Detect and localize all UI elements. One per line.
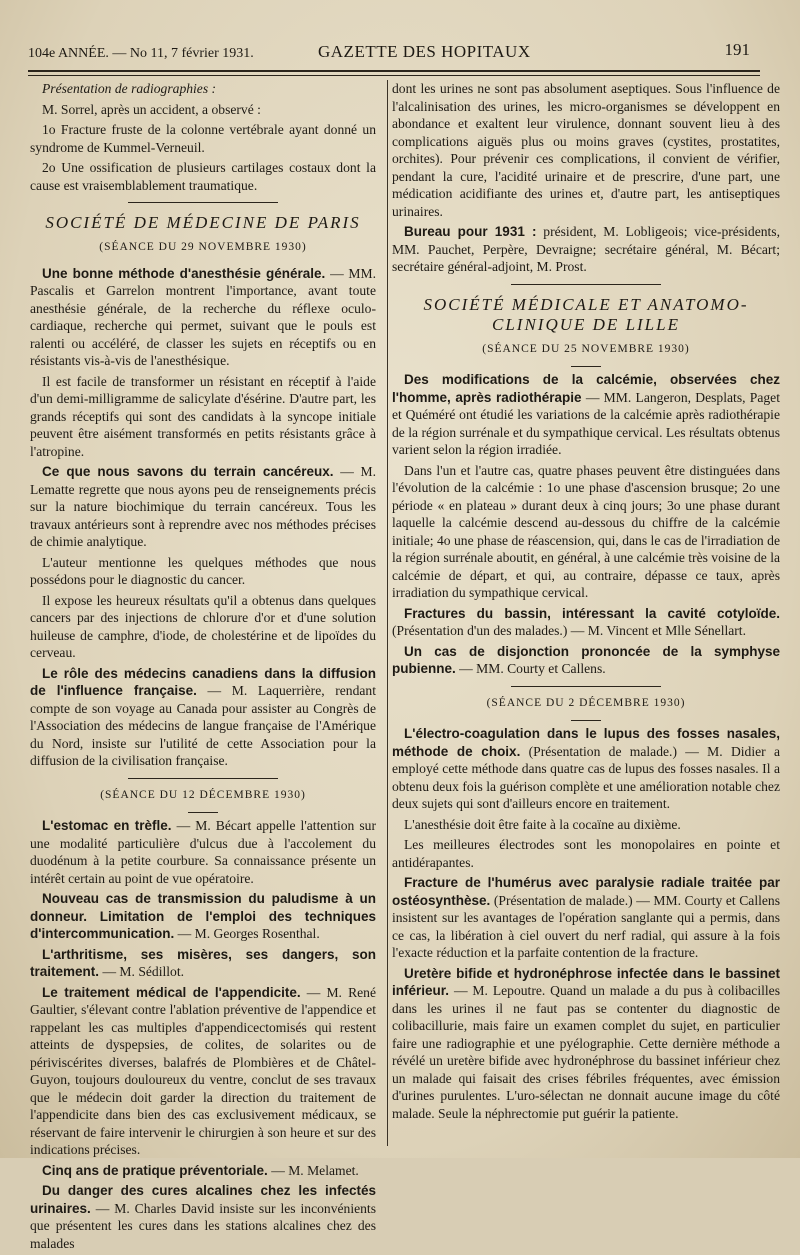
article (392, 605, 780, 640)
article-title: Un cas de disjonction prononcée de la symphyse pubienne. (392, 643, 780, 676)
article-title: Le rôle des médecins canadiens dans la diffusion de l'influence française. (30, 665, 376, 698)
article (392, 643, 780, 678)
article-title: Cinq ans de pratique préventoriale. (42, 1162, 268, 1178)
article-text: — M. Bécart appelle l'attention sur une modalité particulière d'ulcus due à l'accolement du duodénum à la petite courbure. Sa connaissance présente un intérêt certain au point de vue opératoire. (30, 818, 376, 886)
article (30, 265, 376, 370)
session-date: (SÉANCE DU 25 NOVEMBRE 1930) (482, 342, 690, 355)
header-rule-thin (28, 75, 760, 76)
header-rule (28, 70, 760, 72)
article-title: Du danger des cures alcalines chez les infectés urinaires. (30, 1183, 376, 1216)
article-text: (Présentation de malade.) — MM. Courty et Callens insistent sur les avantages de l'opération sanglante qui a permis, dans ce cas, la libération à ciel ouvert du nerf radial, qui assure à la fois l'exacte réduction et la parfaite contention de la fracture. (392, 892, 780, 960)
article-text: — M. Lematte regrette que nous ayons peu de renseignements précis sur la nature biochimique du terrain cancéreux. Tous les travaux antérieurs sont à reprendre avec nos méthodes précises de chimie analytique. (30, 464, 376, 549)
article (392, 965, 780, 1123)
paragraph: L'auteur mentionne les quelques méthodes que nous possédons pour le diagnostic du cancer. (30, 554, 376, 587)
article-text: — MM. Pascalis et Garrelon montrent l'importance, avant toute anesthésie générale, de la recherche du réflexe oculo-cardiaque, recherche qui permet, suivant que le pouls est ralenti ou accéléré, de classer les sujets en réceptifs ou en résistants vis-à-vis de l'anesthésique. (30, 265, 376, 368)
article (392, 371, 780, 459)
left-column (30, 80, 376, 1255)
article-text: — M. Laquerrière, rendant compte de son voyage au Canada pour assister au Congrès de l'Association des médecins de langue française de l'Amérique du Nord, insiste sur l'utilité de cette Association pour la diffusion de la civilisation française. (30, 683, 376, 768)
article (30, 817, 376, 887)
paragraph: 1o Fracture fruste de la colonne vertébrale ayant donné un syndrome de Kummel-Verneuil. (30, 122, 376, 155)
issue-info: 104e ANNÉE. — No 11, 7 février 1931. (28, 46, 254, 61)
article-title: Nouveau cas de transmission du paludisme à un donneur. Limitation de l'emploi des techniques d'intercommunication. (30, 891, 376, 941)
article-text: — MM. Langeron, Desplats, Paget et Quéméré ont étudié les variations de la calcémie après radiothérapie de la région surrénale et du sympathique cervical. Les résultats obtenus varient selon la région irradiée. (392, 389, 780, 457)
page-number: 191 (724, 40, 750, 59)
paragraph: Il est facile de transformer un résistant en réceptif à l'aide d'un demi-milligramme de salicylate d'ésérine. D'autre part, les grands réceptifs qui sont des candidats à la syncope initiale peuvent être aisément transformés en petits résistants grâce à l'atropine. (30, 373, 376, 459)
article-title: Uretère bifide et hydronéphrose infectée dans le bassinet inférieur. (392, 965, 780, 998)
paragraph: Dans l'un et l'autre cas, quatre phases peuvent être distinguées dans l'évolution de la calcémie : 1o une phase d'ascension brusque; 2o une période « en plateau » durant deux à cinq jours; 3o une phase durant laquelle la calcémie descend au-dessous du chiffre de la calcémie initiale; 4o une phase de réascension, qui, dans le cas de l'irradiation de la région surrénale aboutit, en général, à une calcémie très voisine de la calcémie de départ, et qui, au contraire, dépasse ce taux, après irradiation du sympathique cervical. (392, 462, 781, 600)
article (30, 1162, 376, 1180)
article (30, 665, 376, 770)
article-text: président, M. Lobligeois; vice-présidents, MM. Pauchet, Perpère, Devraigne; secrétaire général, M. Bécart; secrétaire général-adjoint, M. Prost. (392, 224, 780, 274)
article-text: — M. René Gaultier, s'élevant contre l'ablation préventive de l'appendice et rappelant les cas multiples d'appendicectomisés qui restent atteints de dyspepsies, de colites, de solarites ou de périviscérites diverses, balafrés de Plombières et de Châtel-Guyon, toujours douloureux du ventre, conclut de ses travaux que le médecin doit garder la direction du traitement de l'appendicite dans bien des cas exclusivement médicaux, se réservant de faire intervenir le chirurgien à son heure et sur des indications précises. (30, 984, 377, 1157)
article-title: Le traitement médical de l'appendicite. (42, 984, 301, 1000)
separator (571, 720, 601, 721)
article (30, 890, 376, 943)
article-title: L'électro-coagulation dans le lupus des fosses nasales, méthode de choix. (392, 726, 780, 759)
article-text: — M. Charles David insiste sur les inconvénients que présentent les cures dans les stations alcalines chez des malades (30, 1200, 376, 1251)
paragraph: Les meilleures électrodes sont les monopolaires en pointe et antidérapantes. (392, 837, 780, 870)
article (30, 1182, 376, 1252)
page-header (28, 38, 750, 66)
society-heading: SOCIÉTÉ DE MÉDECINE DE PARIS (45, 213, 361, 232)
article-title: Fractures du bassin, intéressant la cavité cotyloïde. (404, 605, 780, 621)
article-text: — MM. Courty et Callens. (459, 661, 606, 676)
article-title: L'arthritisme, ses misères, ses dangers, son traitement. (30, 946, 376, 979)
session-date: (SÉANCE DU 29 NOVEMBRE 1930) (99, 241, 307, 253)
article-text: — M. Georges Rosenthal. (177, 926, 320, 941)
article-text: — M. Lepoutre. Quand un malade a du pus à colibacilles dans les urines il ne faut pas se contenter du diagnostic de colibacillurie, mais faire un examen complet du sujet, en particulier faire une radiographie et une pyélographie. Cette dernière méthode a révélé un uretère bifide avec hydronéphrose du bassinet inférieur chez un malade qui faisait des crises fébriles fréquentes, avec émission d'urines purulentes. L'uro-sélectan ne donnait aucune image du côté malade. Seule la néphrectomie put guérir la patiente. (392, 983, 780, 1121)
separator (511, 686, 661, 687)
journal-title: GAZETTE DES HOPITAUX (318, 42, 531, 61)
article-text: — M. Sédillot. (102, 964, 185, 979)
paragraph: dont les urines ne sont pas absolument aseptiques. Sous l'influence de l'alcalinisation des urines, les micro-organismes se développent en abondance et exaltent leur virulence, donnant souvent lieu à des complications aiguës plus ou moins graves (cystites, prostatites, orchites). Pour prévenir ces complications, il convient de vérifier, pendant la cure, l'acidité urinaire et de prescrire, d'une part, une médication acidifiante des urines et, d'autre part, les antiseptiques urinaires. (392, 81, 780, 219)
article (30, 984, 376, 1159)
society-heading: SOCIÉTÉ MÉDICALE ET ANATOMO-CLINIQUE DE LILLE (423, 294, 749, 334)
separator (511, 284, 661, 285)
article-title: Une bonne méthode d'anesthésie générale. (42, 265, 326, 281)
article (392, 874, 780, 962)
article-title: Fracture de l'humérus avec paralysie radiale traitée par ostéosynthèse. (392, 875, 780, 908)
article (392, 223, 780, 276)
separator (188, 812, 218, 813)
paragraph: 2o Une ossification de plusieurs cartilages costaux dont la cause est vraisemblablement traumatique. (30, 160, 376, 193)
paragraph: L'anesthésie doit être faite à la cocaïne au dixième. (404, 816, 681, 832)
paragraph: Présentation de radiographies : (42, 81, 217, 96)
session-date: (SÉANCE DU 12 DÉCEMBRE 1930) (100, 788, 306, 801)
article-title: Ce que nous savons du terrain cancéreux. (42, 464, 334, 479)
article-text: — M. Melamet. (271, 1162, 359, 1178)
article-title: Bureau pour 1931 : (404, 224, 537, 239)
article (392, 725, 780, 813)
separator (571, 366, 601, 367)
right-column (392, 80, 780, 1125)
article-title: Des modifications de la calcémie, observées chez l'homme, après radiothérapie (392, 372, 780, 405)
paragraph: Il expose les heureux résultats qu'il a obtenus dans quelques cancers par des injections de chlorure d'or et d'une solution huileuse de camphre, d'iode, de cholestérine et de lipoïdes du cerveau. (30, 592, 376, 660)
paragraph: M. Sorrel, après un accident, a observé : (42, 101, 261, 117)
article-text: (Présentation de malade.) — M. Didier a employé cette méthode dans quatre cas de lupus des fosses nasales. Il a obtenu deux fois la guérison complète et une amélioration notable chez deux sujets qui sont d'ailleurs encore en traitement. (392, 743, 780, 811)
session-date: (SÉANCE DU 2 DÉCEMBRE 1930) (486, 696, 686, 709)
article (30, 463, 376, 551)
article-text: (Présentation d'un des malades.) — M. Vincent et Mlle Sénellart. (392, 623, 746, 638)
article (30, 946, 376, 981)
separator (128, 778, 278, 779)
article-title: L'estomac en trèfle. (42, 818, 172, 833)
column-divider (387, 80, 388, 1146)
separator (128, 202, 278, 203)
